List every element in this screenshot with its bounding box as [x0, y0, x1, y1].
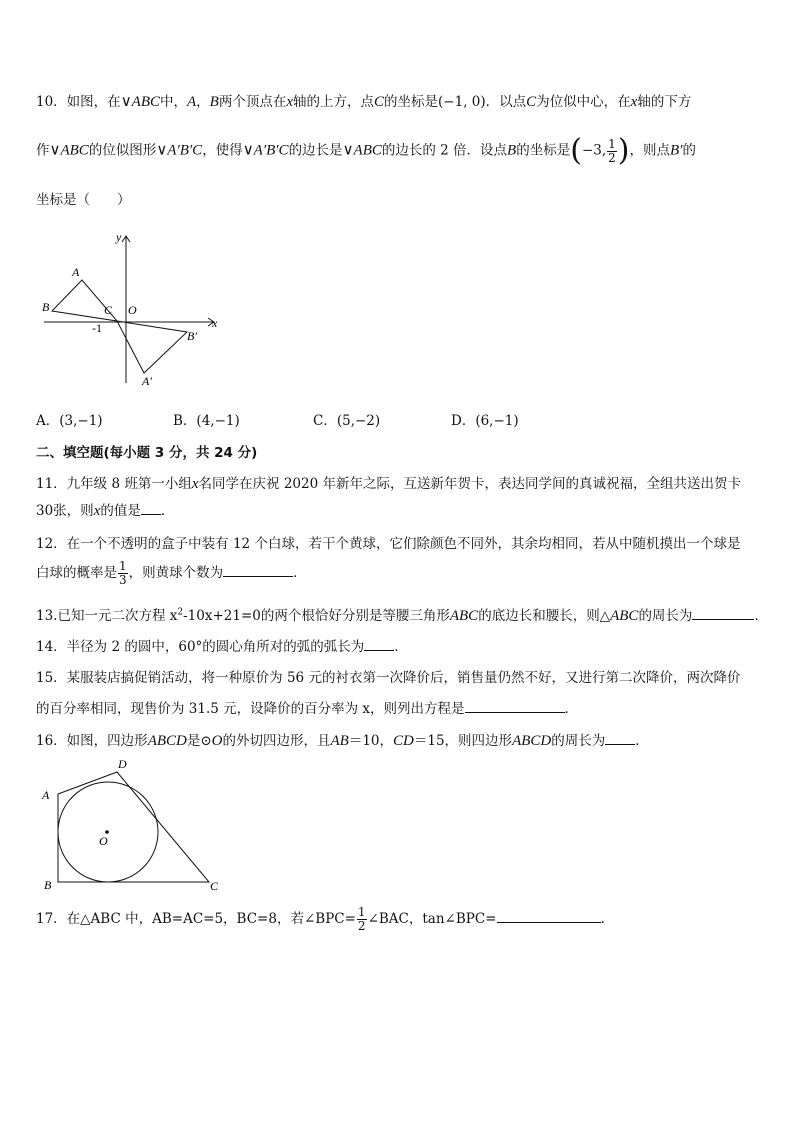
- q10-figure: [36, 228, 236, 393]
- label-a: A: [72, 265, 80, 279]
- option-b[interactable]: B．(4,−1): [173, 413, 240, 429]
- option-a[interactable]: A．(3,−1): [36, 413, 103, 429]
- q15-line1: 15．某服装店搞促销活动，将一种原价为 56 元的衬衣第一次降价后，销售量仍然不好，又进行第二次降价，两次降价: [36, 670, 741, 686]
- q11-line2: 30张，则x的值是 ．: [36, 503, 175, 519]
- label-o: O: [128, 303, 137, 317]
- label-c: C: [104, 303, 113, 317]
- label-y: y: [116, 230, 122, 244]
- q17-answer-blank[interactable]: [497, 910, 601, 923]
- q11-answer-blank[interactable]: [141, 502, 161, 515]
- q14-answer-blank[interactable]: [364, 638, 394, 651]
- q10-line1: 10．如图，在∨ABC中，A，B两个顶点在x轴的上方，点C的坐标是(−1, 0)．以点C为位似中心，在x轴的下方: [36, 94, 692, 110]
- q12-answer-blank[interactable]: [223, 564, 293, 577]
- q15-answer-blank[interactable]: [465, 700, 565, 713]
- q13-line: 13.已知一元二次方程 $x^2-10x+21=0$的两个根恰好分别是等腰三角形ABC的底边长和腰长，则△ABC的周长为 ．: [36, 607, 768, 624]
- option-c[interactable]: C．(5,−2): [313, 413, 381, 429]
- q13-answer-blank[interactable]: [692, 607, 754, 620]
- q16-figure: [36, 752, 236, 897]
- q11-line1: 11．九年级 8 班第一小组x名同学在庆祝 2020 年新年之际，互送新年贺卡，表达同学间的真诚祝福，全组共送出贺卡: [36, 476, 741, 492]
- q10-line2: 作∨ABC的位似图形∨A′B′C，使得∨A′B′C的边长是∨ABC的边长的 2 倍．设点B的坐标是(−3, $\frac{1}{2}$ )，则点B′的: [36, 133, 696, 168]
- section-title: 二、填空题(每小题 3 分，共 24 分): [36, 445, 258, 461]
- label-c2: C: [210, 879, 219, 893]
- label-a2: A: [42, 788, 50, 802]
- label-neg1: -1: [92, 321, 102, 335]
- q12-line1: 12．在一个不透明的盒子中装有 12 个白球，若干个黄球，它们除颜色不同外，其余均相同，若从中随机摸出一个球是: [36, 536, 741, 552]
- label-b: B: [42, 300, 50, 314]
- label-bprime: B′: [187, 329, 197, 343]
- q16-line: 16．如图，四边形ABCD是⊙O的外切四边形，且AB＝10，CD＝15，则四边形ABCD的周长为 ．: [36, 733, 649, 749]
- label-d2: D: [118, 757, 127, 771]
- label-b2: B: [44, 878, 52, 892]
- q17-line: 17．在△ABC 中，AB=AC=5，BC=8，若∠BPC= $\frac{1}{2}$ ∠BAC，tan∠BPC= .: [36, 905, 605, 933]
- q14-line: 14．半径为 2 的圆中，60°的圆心角所对的弧的弧长为 .: [36, 639, 399, 655]
- q12-line2: 白球的概率是 $\frac{1}{3}$ ，则黄球个数为 ．: [36, 559, 307, 587]
- label-o2: O: [99, 834, 108, 848]
- triangle-apbpc: [117, 321, 187, 373]
- label-x: x: [212, 316, 218, 330]
- q15-line2: 的百分率相同，现售价为 31.5 元，设降价的百分率为 x，则列出方程是 ．: [36, 701, 579, 717]
- label-aprime: A′: [142, 374, 152, 388]
- q16-answer-blank[interactable]: [605, 732, 635, 745]
- option-d[interactable]: D．(6,−1): [451, 413, 519, 429]
- q10-line3: 坐标是（ ）: [36, 192, 131, 208]
